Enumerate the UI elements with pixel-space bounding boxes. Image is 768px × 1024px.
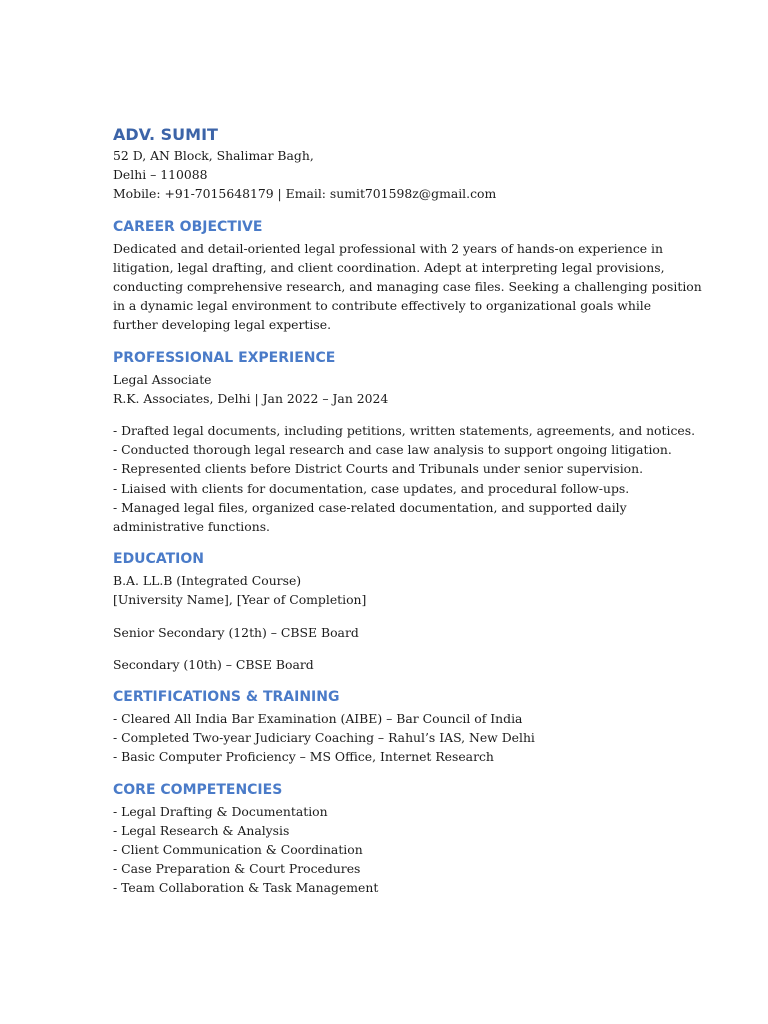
section-title-education: EDUCATION — [113, 551, 204, 568]
list-item: - Legal Drafting & Documentation — [113, 803, 328, 819]
competencies-list — [113, 802, 673, 898]
list-item: - Liaised with clients for documentation, case updates, and procedural follow-ups. — [113, 480, 630, 496]
spacer — [113, 642, 673, 655]
job-role: Legal Associate — [113, 371, 212, 387]
list-item: - Client Communication & Coordination — [113, 842, 363, 858]
candidate-name: ADV. SUMIT — [113, 125, 218, 144]
section-title-certifications: CERTIFICATIONS & TRAINING — [113, 689, 340, 706]
list-item: - Conducted thorough legal research and case law analysis to support ongoing litigation. — [113, 442, 672, 458]
objective-line: conducting comprehensive research, and managing case files. Seeking a challenging position — [113, 279, 702, 295]
certifications-list — [113, 709, 673, 767]
list-item: - Team Collaboration & Task Management — [113, 880, 379, 896]
address-line-1: 52 D, AN Block, Shalimar Bagh, — [113, 148, 314, 163]
list-item: - Completed Two-year Judiciary Coaching – Rahul’s IAS, New Delhi — [113, 730, 535, 746]
contact-info: Mobile: +91-7015648179 | Email: sumit701598z@gmail.com — [113, 186, 497, 202]
spacer — [113, 408, 673, 421]
education-degree: B.A. LL.B (Integrated Course) — [113, 573, 302, 589]
list-item: - Drafted legal documents, including petitions, written statements, agreements, and notices. — [113, 423, 696, 439]
list-item: - Cleared All India Bar Examination (AIBE) – Bar Council of India — [113, 711, 523, 727]
section-title-experience: PROFESSIONAL EXPERIENCE — [113, 349, 336, 366]
list-item: administrative functions. — [113, 519, 271, 535]
list-item: - Case Preparation & Court Procedures — [113, 861, 361, 877]
experience-bullets — [113, 421, 696, 536]
objective-line: further developing legal expertise. — [113, 317, 332, 333]
section-title-career-objective: CAREER OBJECTIVE — [113, 218, 263, 235]
address-line-2: Delhi – 110088 — [113, 167, 208, 183]
objective-line: litigation, legal drafting, and client coordination. Adept at interpreting legal provisions, — [113, 259, 665, 275]
list-item: - Basic Computer Proficiency – MS Office, Internet Research — [113, 749, 494, 765]
education-senior-secondary: Senior Secondary (12th) – CBSE Board — [113, 624, 359, 640]
objective-line: in a dynamic legal environment to contribute effectively to organizational goals while — [113, 298, 652, 314]
career-objective-text — [113, 239, 702, 335]
resume-document — [113, 125, 702, 898]
education-secondary: Secondary (10th) – CBSE Board — [113, 656, 314, 672]
list-item: - Managed legal files, organized case-related documentation, and supported daily — [113, 499, 627, 515]
education-university: [University Name], [Year of Completion] — [113, 592, 367, 608]
objective-line: Dedicated and detail-oriented legal professional with 2 years of hands-on experience in — [113, 240, 664, 256]
spacer — [113, 610, 673, 623]
list-item: - Legal Research & Analysis — [113, 822, 290, 838]
section-title-competencies: CORE COMPETENCIES — [113, 781, 283, 798]
job-organization: R.K. Associates, Delhi | Jan 2022 – Jan 2024 — [113, 390, 389, 406]
list-item: - Represented clients before District Courts and Tribunals under senior supervision. — [113, 461, 644, 477]
